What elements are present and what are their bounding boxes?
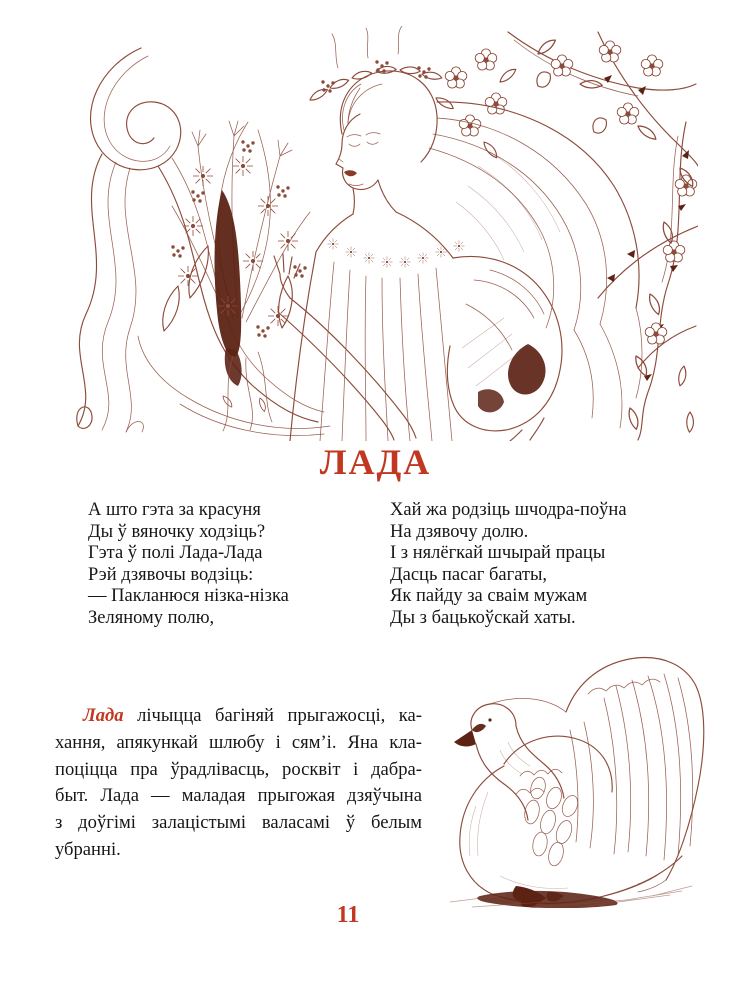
paragraph-last-line: убранні.: [55, 838, 121, 860]
poem-line: Дасць пасаг багаты,: [390, 564, 548, 585]
poem-column-right: [390, 500, 627, 630]
paragraph-line: [55, 703, 422, 730]
paragraph-line: быт. Лада — маладая прыгожая дзяўчына: [55, 785, 422, 807]
woman-figure: [274, 26, 642, 441]
poem-line: На дзявочу долю.: [390, 521, 529, 542]
poem-line: — Пакланюся нізка-нізка: [88, 586, 289, 607]
poem-line: Гэта ў полі Лада-Лада: [88, 543, 263, 564]
poem-line: Як пайду за сваім мужам: [390, 586, 588, 607]
paragraph-line: з доўгімі залацістымі валасамі ў белым: [55, 812, 422, 834]
poem-line: Ды ў вяночку ходзіць?: [88, 521, 266, 542]
poem-line: Хай жа родзіць шчодра-поўна: [390, 500, 627, 520]
lead-word: Лада: [83, 705, 124, 726]
paragraph-middle-lines: [55, 730, 422, 837]
poem-column-left: [88, 500, 289, 630]
hair-swirl: [77, 48, 330, 436]
poem-line: Рэй дзявочы водзіць:: [88, 564, 254, 585]
paragraph-line: хання, апякункай шлюбу і сям’і. Яна кла-: [55, 731, 422, 753]
poem-line: Ды з бацькоўскай хаты.: [390, 607, 576, 628]
paragraph-text: лічыцца багіняй прыгажосці, ка-: [137, 705, 422, 726]
description-paragraph: [55, 703, 422, 864]
paragraph-line: поціцца пра ўрадлівасць, росквіт і дабра-: [55, 758, 422, 780]
swan-illustration: [420, 646, 715, 908]
wildflower-bouquet: [163, 121, 310, 431]
poem-line: А што гэта за красуня: [88, 500, 261, 520]
poem-line: Зеляному полю,: [88, 607, 215, 628]
lada-goddess-illustration: [38, 26, 698, 441]
page-number: 11: [336, 902, 360, 928]
page-title: ЛАДА: [319, 442, 432, 482]
poem-line: І з нялёгкай шчырай працы: [390, 543, 606, 564]
